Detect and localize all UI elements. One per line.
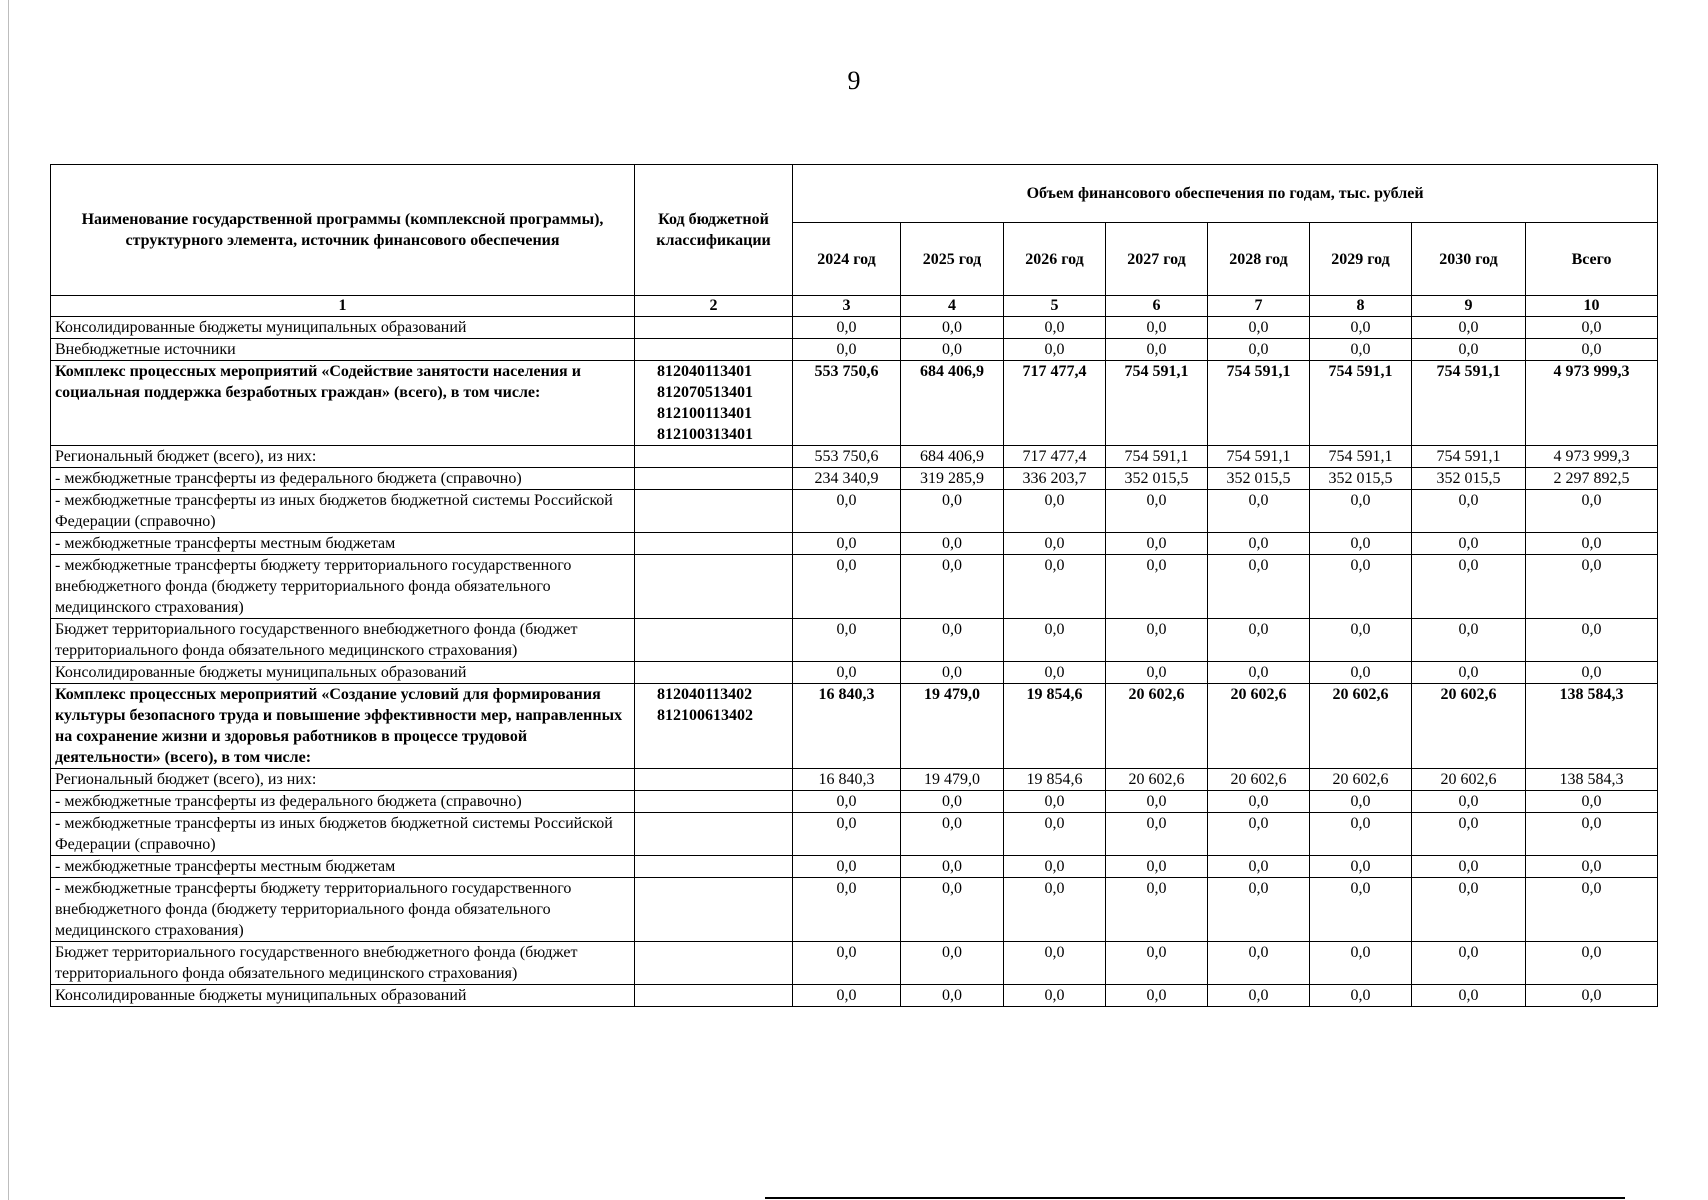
header-year-cell: 2025 год [901,223,1004,296]
row-year-value-cell: 0,0 [1106,856,1208,878]
row-year-value-cell: 0,0 [793,942,901,985]
row-year-value-cell: 0,0 [901,791,1004,813]
row-year-value-cell: 19 854,6 [1004,769,1106,791]
row-year-value-cell: 0,0 [1412,555,1526,619]
row-name-cell: - межбюджетные трансферты бюджету территориального государственного внебюджетного фонда (бюджету территориального фонда обязательного медицинского страхования) [51,555,635,619]
row-name-cell: Бюджет территориального государственного внебюджетного фонда (бюджет территориального фонда обязательного медицинского страхования) [51,619,635,662]
row-total-cell: 138 584,3 [1526,769,1658,791]
row-name-cell: - межбюджетные трансферты из федерального бюджета (справочно) [51,791,635,813]
row-total-cell: 0,0 [1526,490,1658,533]
row-total-cell: 0,0 [1526,533,1658,555]
row-total-cell: 0,0 [1526,813,1658,856]
row-name-cell: Комплекс процессных мероприятий «Создание условий для формирования культуры безопасного труда и повышение эффективности мер, направленных на сохранение жизни и здоровья работников в процессе трудовой деятельности» (всего), в том числе: [51,684,635,769]
row-year-value-cell: 0,0 [793,985,901,1007]
row-year-value-cell: 684 406,9 [901,361,1004,446]
row-year-value-cell: 0,0 [1106,791,1208,813]
header-year-cell: 2029 год [1310,223,1412,296]
table-row [51,662,1658,684]
row-code-cell [635,942,793,985]
row-year-value-cell: 0,0 [1106,339,1208,361]
row-code-cell [635,446,793,468]
row-year-value-cell: 16 840,3 [793,684,901,769]
row-name-cell: - межбюджетные трансферты из иных бюджетов бюджетной системы Российской Федерации (справочно) [51,813,635,856]
header-year-cell: 2030 год [1412,223,1526,296]
row-name-cell: Региональный бюджет (всего), из них: [51,446,635,468]
row-total-cell: 4 973 999,3 [1526,446,1658,468]
row-year-value-cell: 754 591,1 [1106,446,1208,468]
row-year-value-cell: 352 015,5 [1412,468,1526,490]
table-row [51,317,1658,339]
row-total-cell: 4 973 999,3 [1526,361,1658,446]
row-total-cell: 0,0 [1526,662,1658,684]
row-name-cell: - межбюджетные трансферты бюджету территориального государственного внебюджетного фонда (бюджету территориального фонда обязательного медицинского страхования) [51,878,635,942]
row-year-value-cell: 0,0 [1004,985,1106,1007]
row-year-value-cell: 352 015,5 [1310,468,1412,490]
row-year-value-cell: 0,0 [901,813,1004,856]
row-year-value-cell: 0,0 [1412,942,1526,985]
row-year-value-cell: 717 477,4 [1004,446,1106,468]
row-year-value-cell: 0,0 [1208,662,1310,684]
row-year-value-cell: 0,0 [1310,555,1412,619]
row-year-value-cell: 0,0 [793,813,901,856]
bottom-rule [765,1197,1625,1199]
row-year-value-cell: 553 750,6 [793,446,901,468]
row-total-cell: 138 584,3 [1526,684,1658,769]
row-year-value-cell: 754 591,1 [1310,361,1412,446]
table-row [51,533,1658,555]
row-total-cell: 0,0 [1526,555,1658,619]
row-code-cell [635,317,793,339]
row-year-value-cell: 0,0 [1412,533,1526,555]
row-year-value-cell: 0,0 [1004,339,1106,361]
header-year-cell: 2024 год [793,223,901,296]
row-year-value-cell: 0,0 [1106,985,1208,1007]
row-code-cell [635,813,793,856]
row-year-value-cell: 0,0 [1004,662,1106,684]
row-total-cell: 0,0 [1526,878,1658,942]
column-number: 4 [901,296,1004,317]
row-year-value-cell: 0,0 [1310,813,1412,856]
row-code-cell [635,490,793,533]
row-year-value-cell: 20 602,6 [1310,684,1412,769]
page-edge-line [8,0,9,1200]
table-row [51,619,1658,662]
row-total-cell: 0,0 [1526,339,1658,361]
row-year-value-cell: 684 406,9 [901,446,1004,468]
row-year-value-cell: 0,0 [1004,317,1106,339]
table-row [51,985,1658,1007]
row-year-value-cell: 0,0 [1004,813,1106,856]
row-year-value-cell: 0,0 [901,317,1004,339]
row-year-value-cell: 0,0 [1208,856,1310,878]
table-row [51,856,1658,878]
row-name-cell: Консолидированные бюджеты муниципальных образований [51,317,635,339]
row-year-value-cell: 0,0 [1004,791,1106,813]
row-year-value-cell: 0,0 [1208,791,1310,813]
row-year-value-cell: 0,0 [1004,878,1106,942]
row-year-value-cell: 0,0 [1208,555,1310,619]
row-year-value-cell: 0,0 [793,856,901,878]
row-name-cell: - межбюджетные трансферты местным бюджетам [51,856,635,878]
row-year-value-cell: 0,0 [793,490,901,533]
table-row [51,813,1658,856]
row-total-cell: 0,0 [1526,985,1658,1007]
row-year-value-cell: 0,0 [1004,942,1106,985]
row-year-value-cell: 754 591,1 [1208,446,1310,468]
row-year-value-cell: 19 854,6 [1004,684,1106,769]
row-year-value-cell: 0,0 [901,856,1004,878]
row-year-value-cell: 754 591,1 [1412,361,1526,446]
row-year-value-cell: 0,0 [1208,942,1310,985]
row-code-cell: 812040113401 812070513401 812100113401 812100313401 [635,361,793,446]
row-year-value-cell: 0,0 [1412,339,1526,361]
row-year-value-cell: 553 750,6 [793,361,901,446]
row-year-value-cell: 0,0 [1412,490,1526,533]
table-row [51,878,1658,942]
row-year-value-cell: 0,0 [1412,791,1526,813]
row-year-value-cell: 0,0 [1106,942,1208,985]
row-code-cell [635,769,793,791]
row-year-value-cell: 20 602,6 [1310,769,1412,791]
column-number: 7 [1208,296,1310,317]
row-year-value-cell: 0,0 [793,878,901,942]
row-year-value-cell: 0,0 [1412,878,1526,942]
row-year-value-cell: 20 602,6 [1208,684,1310,769]
row-total-cell: 0,0 [1526,791,1658,813]
row-year-value-cell: 19 479,0 [901,769,1004,791]
row-year-value-cell: 0,0 [1310,942,1412,985]
row-year-value-cell: 0,0 [1208,619,1310,662]
row-year-value-cell: 754 591,1 [1310,446,1412,468]
row-code-cell [635,619,793,662]
row-year-value-cell: 16 840,3 [793,769,901,791]
row-name-cell: - межбюджетные трансферты из федерального бюджета (справочно) [51,468,635,490]
row-year-value-cell: 0,0 [1208,317,1310,339]
row-name-cell: - межбюджетные трансферты местным бюджетам [51,533,635,555]
row-year-value-cell: 0,0 [901,878,1004,942]
row-year-value-cell: 0,0 [1106,813,1208,856]
row-year-value-cell: 0,0 [793,317,901,339]
table-body [51,296,1658,1007]
financing-table-container [50,164,1657,1007]
row-year-value-cell: 0,0 [1310,856,1412,878]
row-year-value-cell: 352 015,5 [1208,468,1310,490]
row-code-cell [635,555,793,619]
row-year-value-cell: 20 602,6 [1106,684,1208,769]
table-row [51,684,1658,769]
row-year-value-cell: 0,0 [1106,555,1208,619]
table-row [51,942,1658,985]
column-number: 8 [1310,296,1412,317]
row-total-cell: 0,0 [1526,856,1658,878]
row-year-value-cell: 0,0 [1106,662,1208,684]
header-year-cell: 2026 год [1004,223,1106,296]
row-year-value-cell: 0,0 [1004,533,1106,555]
column-number: 9 [1412,296,1526,317]
header-year-cell: 2028 год [1208,223,1310,296]
row-year-value-cell: 0,0 [793,555,901,619]
row-code-cell [635,985,793,1007]
header-code-cell: Код бюджетной классификации [635,165,793,296]
row-year-value-cell: 0,0 [1412,317,1526,339]
row-code-cell [635,468,793,490]
row-year-value-cell: 0,0 [1208,533,1310,555]
row-code-cell [635,878,793,942]
table-row [51,468,1658,490]
row-code-cell [635,856,793,878]
row-year-value-cell: 20 602,6 [1106,769,1208,791]
row-year-value-cell: 0,0 [793,791,901,813]
row-year-value-cell: 0,0 [901,490,1004,533]
header-volume-cell: Объем финансового обеспечения по годам, тыс. рублей [793,165,1658,223]
row-name-cell: Комплекс процессных мероприятий «Содействие занятости населения и социальная поддержка безработных граждан» (всего), в том числе: [51,361,635,446]
table-row [51,490,1658,533]
row-year-value-cell: 0,0 [1412,619,1526,662]
column-number: 6 [1106,296,1208,317]
row-year-value-cell: 0,0 [1004,856,1106,878]
table-row [51,446,1658,468]
row-year-value-cell: 0,0 [901,662,1004,684]
header-name-cell: Наименование государственной программы (комплексной программы), структурного элемента, источник финансового обеспечения [51,165,635,296]
row-year-value-cell: 0,0 [1310,878,1412,942]
row-year-value-cell: 336 203,7 [1004,468,1106,490]
row-name-cell: Консолидированные бюджеты муниципальных образований [51,985,635,1007]
row-year-value-cell: 0,0 [1106,533,1208,555]
row-year-value-cell: 0,0 [1106,490,1208,533]
row-year-value-cell: 0,0 [1310,985,1412,1007]
row-year-value-cell: 234 340,9 [793,468,901,490]
row-name-cell: Бюджет территориального государственного внебюджетного фонда (бюджет территориального фонда обязательного медицинского страхования) [51,942,635,985]
row-year-value-cell: 0,0 [1310,533,1412,555]
row-year-value-cell: 20 602,6 [1208,769,1310,791]
row-year-value-cell: 0,0 [901,619,1004,662]
row-year-value-cell: 0,0 [1412,985,1526,1007]
row-year-value-cell: 0,0 [1004,490,1106,533]
row-year-value-cell: 0,0 [901,555,1004,619]
table-row [51,339,1658,361]
row-year-value-cell: 0,0 [1208,813,1310,856]
row-year-value-cell: 0,0 [793,339,901,361]
row-total-cell: 0,0 [1526,317,1658,339]
row-year-value-cell: 0,0 [793,662,901,684]
row-year-value-cell: 352 015,5 [1106,468,1208,490]
row-year-value-cell: 0,0 [1106,619,1208,662]
row-year-value-cell: 0,0 [1412,856,1526,878]
row-year-value-cell: 0,0 [901,533,1004,555]
row-year-value-cell: 0,0 [1310,791,1412,813]
row-name-cell: Региональный бюджет (всего), из них: [51,769,635,791]
header-year-cell: 2027 год [1106,223,1208,296]
row-year-value-cell: 0,0 [1004,619,1106,662]
table-row [51,555,1658,619]
column-number: 1 [51,296,635,317]
row-year-value-cell: 0,0 [1412,662,1526,684]
financing-table [50,164,1658,1007]
row-year-value-cell: 0,0 [901,985,1004,1007]
row-code-cell [635,339,793,361]
row-year-value-cell: 20 602,6 [1412,769,1526,791]
row-total-cell: 0,0 [1526,942,1658,985]
row-name-cell: - межбюджетные трансферты из иных бюджетов бюджетной системы Российской Федерации (справочно) [51,490,635,533]
column-number: 2 [635,296,793,317]
row-code-cell [635,791,793,813]
row-year-value-cell: 0,0 [1310,619,1412,662]
row-year-value-cell: 0,0 [1208,490,1310,533]
row-year-value-cell: 0,0 [1208,985,1310,1007]
column-number: 3 [793,296,901,317]
row-name-cell: Внебюджетные источники [51,339,635,361]
row-code-cell [635,533,793,555]
column-number: 10 [1526,296,1658,317]
row-year-value-cell: 0,0 [1208,878,1310,942]
row-year-value-cell: 0,0 [1208,339,1310,361]
row-year-value-cell: 0,0 [793,533,901,555]
column-number-row [51,296,1658,317]
row-year-value-cell: 0,0 [901,942,1004,985]
row-year-value-cell: 19 479,0 [901,684,1004,769]
row-name-cell: Консолидированные бюджеты муниципальных образований [51,662,635,684]
row-year-value-cell: 319 285,9 [901,468,1004,490]
row-year-value-cell: 754 591,1 [1412,446,1526,468]
row-year-value-cell: 0,0 [1106,317,1208,339]
row-year-value-cell: 0,0 [1106,878,1208,942]
table-row [51,791,1658,813]
header-total-cell: Всего [1526,223,1658,296]
row-total-cell: 2 297 892,5 [1526,468,1658,490]
row-total-cell: 0,0 [1526,619,1658,662]
row-year-value-cell: 0,0 [1412,813,1526,856]
row-year-value-cell: 717 477,4 [1004,361,1106,446]
row-year-value-cell: 0,0 [1310,490,1412,533]
row-year-value-cell: 0,0 [901,339,1004,361]
column-number: 5 [1004,296,1106,317]
row-year-value-cell: 0,0 [1310,339,1412,361]
table-row [51,361,1658,446]
row-year-value-cell: 0,0 [1310,662,1412,684]
page-number: 9 [847,66,861,95]
row-year-value-cell: 0,0 [1310,317,1412,339]
row-year-value-cell: 0,0 [793,619,901,662]
row-year-value-cell: 754 591,1 [1106,361,1208,446]
row-code-cell: 812040113402 812100613402 [635,684,793,769]
table-row [51,769,1658,791]
row-code-cell [635,662,793,684]
row-year-value-cell: 20 602,6 [1412,684,1526,769]
row-year-value-cell: 0,0 [1004,555,1106,619]
row-year-value-cell: 754 591,1 [1208,361,1310,446]
